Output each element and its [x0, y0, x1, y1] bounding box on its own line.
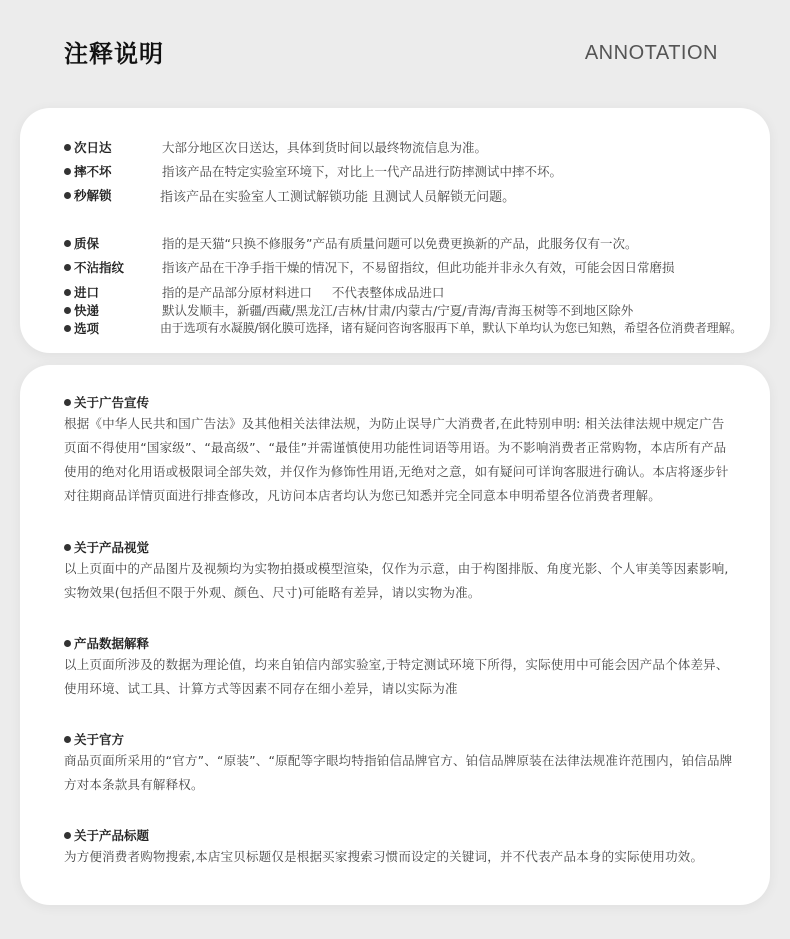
bullet-icon: [64, 192, 71, 199]
section-title: 关于产品视觉: [64, 538, 149, 556]
term-label: 质保: [74, 236, 100, 251]
section-title: 关于产品标题: [64, 826, 149, 844]
section-body: 以上页面中的产品图片及视频均为实物拍摄或模型渲染，仅作为示意，由于构图排版、角度光影、个人审美等因素影响,实物效果(包括但不限于外观、颜色、尺寸)可能略有差异，请以实物为准。: [64, 561, 729, 600]
section-title: 产品数据解释: [64, 634, 149, 652]
term-row: [64, 186, 516, 205]
bullet-icon: [64, 168, 71, 175]
bullet-icon: [64, 240, 71, 247]
bullet-icon: [64, 832, 71, 839]
term-desc: 指的是天猫“只换不修服务”产品有质量问题可以免费更换新的产品，此服务仅有一次。: [162, 236, 638, 251]
term-label: 秒解锁: [74, 188, 112, 203]
term-desc: 大部分地区次日送达，具体到货时间以最终物流信息为准。: [162, 140, 488, 155]
bullet-icon: [64, 144, 71, 151]
bullet-icon: [64, 289, 71, 296]
term-label: 不沾指纹: [74, 260, 125, 275]
term-desc: 由于选项有水凝膜/钢化膜可选择，诸有疑问咨询客服再下单，默认下单均认为您已知熟，希望各位消费者理解。: [160, 321, 743, 335]
term-desc: 默认发顺丰，新疆/西藏/黑龙江/吉林/甘肃/内蒙古/宁夏/青海/青海玉树等不到地区除外: [162, 303, 634, 318]
term-row: [64, 162, 563, 180]
bullet-icon: [64, 325, 71, 332]
term-desc: 指该产品在干净手指干燥的情况下，不易留指纹，但此功能并非永久有效，可能会因日常磨损: [162, 260, 675, 275]
term-label: 次日达: [74, 140, 112, 155]
term-row: [64, 283, 445, 301]
term-row: [64, 258, 675, 276]
term-label: 进口: [74, 285, 100, 300]
term-label: 快递: [74, 303, 100, 318]
bullet-icon: [64, 399, 71, 406]
section-body: 以上页面所涉及的数据为理论值，均来自铂信内部实验室,于特定测试环境下所得，实际使用中可能会因产品个体差异、使用环境、试工具、计算方式等因素不同存在细小差异，请以实际为准: [64, 657, 729, 696]
bullet-icon: [64, 307, 71, 314]
section-body: 根据《中华人民共和国广告法》及其他相关法律法规，为防止误导广大消费者,在此特别申明: 相关法律法规中规定广告页面不得使用“国家级”、“最高级”、“最佳”并需谨慎使用功能性词语等用语。为不影响消费者正常购物，本店所有产品使用的绝对化用语或极限词全部失效，并仅作为修饰性用语,无绝对之意，如有疑问可详询客服进行确认。本店将逐步针对往期商品详情页面进行排查修改，凡访问本店者均认为您已知悉并完全同意本申明希望各位消费者理解。: [64, 416, 729, 503]
terms-card: [20, 108, 770, 353]
term-row: [64, 234, 638, 252]
section-title: 关于官方: [64, 730, 124, 748]
term-desc: 指的是产品部分原材料进口 不代表整体成品进口: [162, 285, 445, 300]
term-row: [64, 301, 634, 319]
section-body: 为方便消费者购物搜索,本店宝贝标题仅是根据买家搜索习惯而设定的关键词，并不代表产品本身的实际使用功效。: [64, 849, 704, 864]
term-label: 摔不坏: [74, 164, 112, 179]
bullet-icon: [64, 544, 71, 551]
page-title: 注释说明: [64, 40, 164, 68]
bullet-icon: [64, 264, 71, 271]
notices-card: [20, 365, 770, 905]
term-label: 选项: [74, 321, 100, 336]
header: [0, 0, 790, 100]
bullet-icon: [64, 736, 71, 743]
term-desc: 指该产品在特定实验室环境下，对比上一代产品进行防摔测试中摔不坏。: [162, 164, 563, 179]
term-row: [64, 319, 743, 337]
section-body: 商品页面所采用的“官方”、“原装”、“原配等字眼均特指铂信品牌官方、铂信品牌原装在法律法规准许范围内，铂信品牌方对本条款具有解释权。: [64, 753, 733, 792]
bullet-icon: [64, 640, 71, 647]
page-subtitle: ANNOTATION: [584, 42, 718, 64]
term-desc: 指该产品在实验室人工测试解锁功能 且测试人员解锁无问题。: [160, 190, 516, 205]
term-row: [64, 138, 488, 156]
section-title: 关于广告宣传: [64, 393, 149, 411]
